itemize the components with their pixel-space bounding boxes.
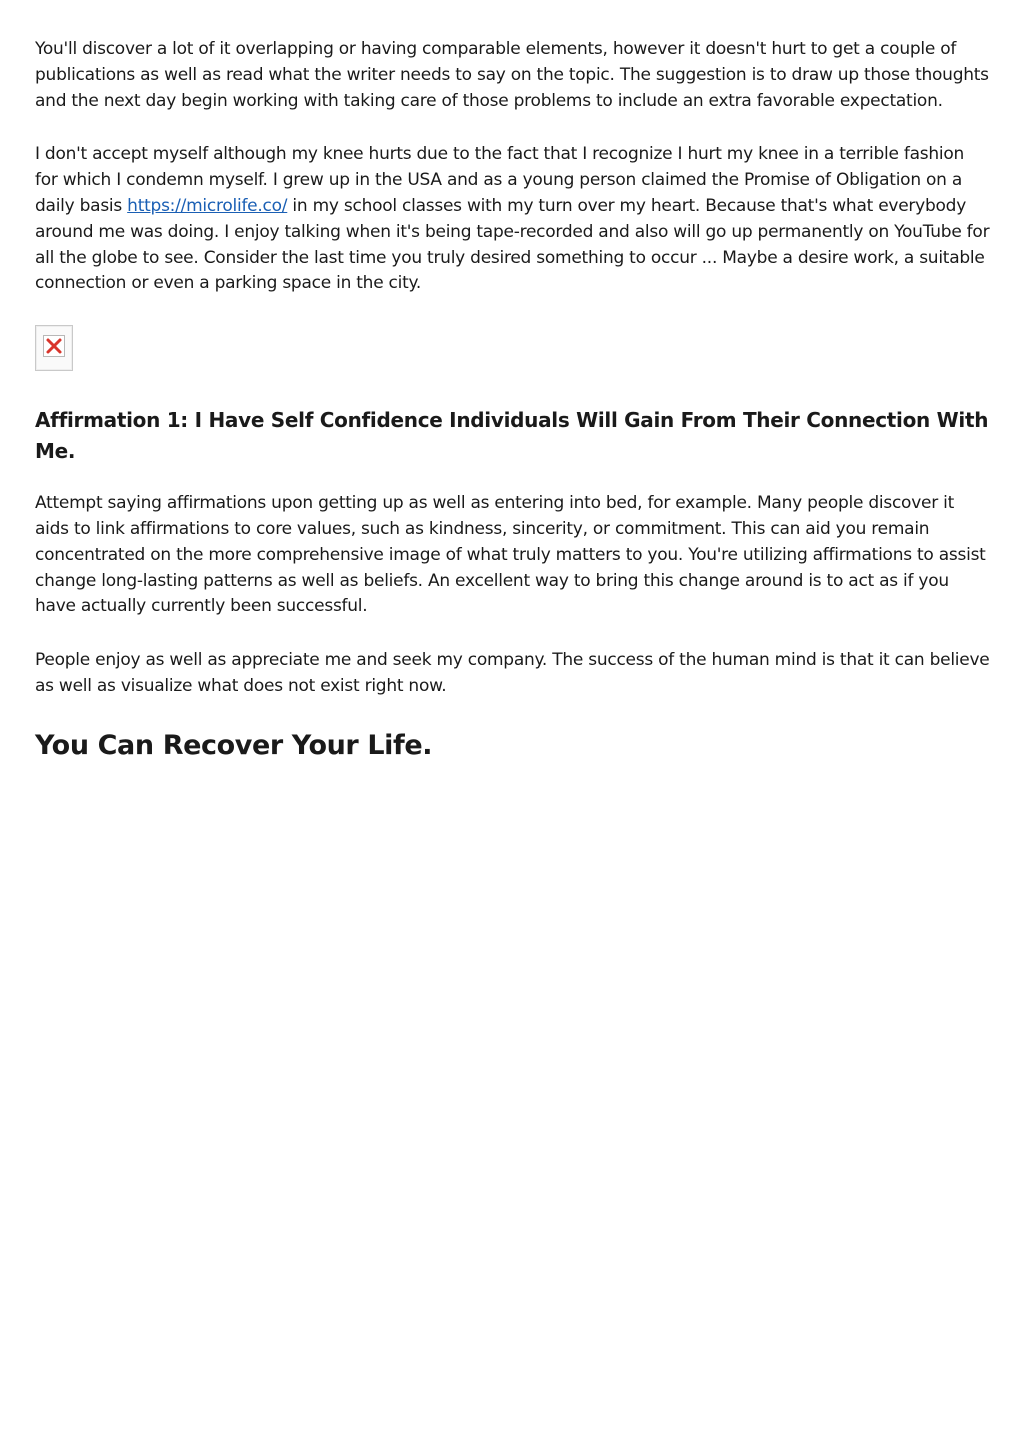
paragraph-3: Attempt saying affirmations upon getting up as well as entering into bed, for example. Many people discover it aids to link affirmations to core values, such as kindness, sincerity, or commitment. This can aid you remain concentrated on the more comprehensive image of what truly matters to you. You're utilizing affirmations to assist change long-lasting patterns as well as beliefs. An excellent way to bring this change around is to act as if you have actually currently been successful. (35, 493, 986, 617)
paragraph-1: You'll discover a lot of it overlapping or having comparable elements, however it doesn't hurt to get a couple of publications as well as read what the writer needs to say on the topic. The suggestion is to draw up those thoughts and the next day begin working with taking care of those problems to include an extra favorable expectation. (35, 39, 989, 111)
paragraph-4: People enjoy as well as appreciate me and seek my company. The success of the human mind is that it can believe as well as visualize what does not exist right now. (35, 650, 990, 696)
paragraph-2-text-start: I don't accept myself although my knee hurts due to the fact that I recognize I hurt my knee in a terrible fashion for which I condemn myself. I grew up in the USA and as a young person claimed the Promise of Obligation on a daily basis (35, 144, 965, 216)
paragraph-2-text-end: in my school classes with my turn over my heart. Because that's what everybody around me was doing. I enjoy talking when it's being tape-recorded and also will go up permanently on YouTube for all the globe to see. Consider the last time you truly desired something to occur ... Maybe a desire work, a suitable connection or even a parking space in the city. (35, 195, 990, 294)
broken-image-placeholder (35, 325, 73, 371)
microlife-link[interactable]: https://microlife.co/ (127, 195, 288, 216)
broken-image-icon (43, 335, 65, 357)
article-body (35, 37, 990, 764)
section-heading-affirmation: Affirmation 1: I Have Self Confidence Individuals Will Gain From Their Connection With Me. (35, 408, 989, 464)
section-heading-recover: You Can Recover Your Life. (35, 729, 433, 761)
paragraph-2 (35, 142, 990, 297)
